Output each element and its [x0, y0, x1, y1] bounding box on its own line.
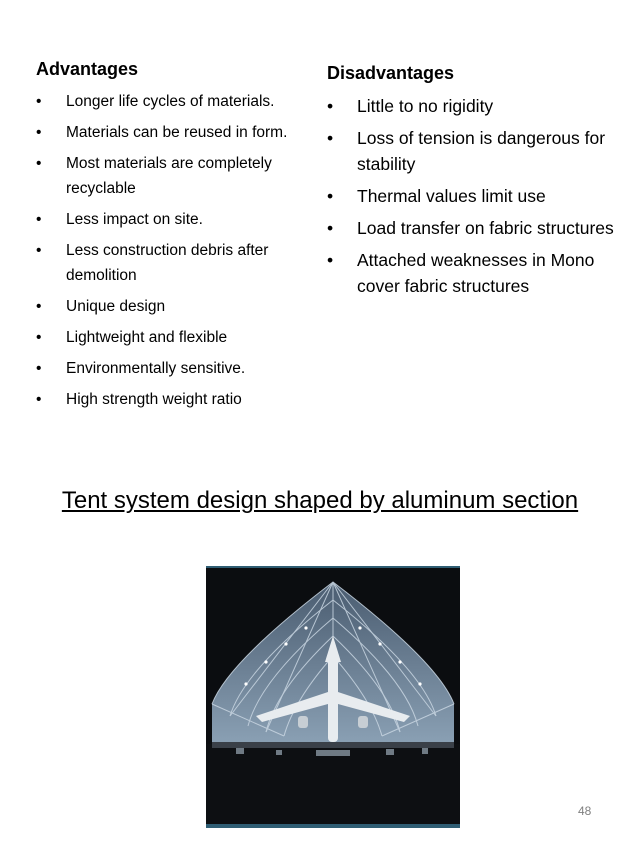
disadvantages-list: [327, 93, 617, 299]
bullet: •: [327, 186, 334, 206]
list-item: [36, 89, 306, 114]
bullet: •: [36, 360, 42, 377]
bullet: •: [327, 96, 334, 116]
list-item: [36, 294, 306, 319]
bullet: •: [36, 211, 42, 228]
advantages-column: [36, 58, 306, 418]
list-item-text: Less construction debris after demolition: [66, 242, 269, 284]
advantages-heading: Advantages: [36, 59, 139, 79]
page-number: 48: [578, 804, 592, 818]
list-item: [327, 125, 617, 177]
list-item-text: High strength weight ratio: [66, 391, 242, 408]
disadvantages-column: [327, 62, 617, 305]
bullet: •: [36, 298, 42, 315]
list-item-text: Lightweight and flexible: [66, 329, 228, 346]
bullet: •: [36, 124, 42, 141]
list-item: [36, 238, 306, 288]
bullet: •: [36, 391, 42, 408]
tent-structure-photo: [206, 566, 460, 828]
list-item-text: Unique design: [66, 298, 166, 315]
list-item-text: Longer life cycles of materials.: [66, 93, 275, 110]
list-item: [36, 120, 306, 145]
list-item: [36, 325, 306, 350]
list-item: [327, 247, 617, 299]
bullet: •: [36, 93, 42, 110]
list-item: [327, 215, 617, 241]
disadvantages-heading: Disadvantages: [327, 63, 455, 83]
bullet: •: [327, 128, 334, 148]
list-item: [36, 151, 306, 201]
tent-hangar-illustration: [206, 566, 460, 828]
list-item: [327, 93, 617, 119]
list-item-text: Less impact on site.: [66, 211, 203, 228]
list-item-text: Most materials are completely recyclable: [66, 155, 272, 197]
list-item-text: Little to no rigidity: [357, 96, 494, 116]
advantages-list: [36, 89, 306, 412]
bullet: •: [327, 250, 334, 270]
list-item-text: Load transfer on fabric structures: [357, 218, 614, 238]
figure-caption: Tent system design shaped by aluminum section: [61, 487, 579, 514]
list-item-text: Loss of tension is dangerous for stability: [357, 128, 606, 174]
list-item: [36, 207, 306, 232]
bullet: •: [327, 218, 334, 238]
list-item-text: Thermal values limit use: [357, 186, 546, 206]
list-item-text: Attached weaknesses in Mono cover fabric structures: [357, 250, 595, 296]
list-item-text: Materials can be reused in form.: [66, 124, 288, 141]
list-item: [36, 356, 306, 381]
bullet: •: [36, 242, 42, 259]
bullet: •: [36, 329, 42, 346]
bullet: •: [36, 155, 42, 172]
list-item: [327, 183, 617, 209]
list-item-text: Environmentally sensitive.: [66, 360, 246, 377]
list-item: [36, 387, 306, 412]
